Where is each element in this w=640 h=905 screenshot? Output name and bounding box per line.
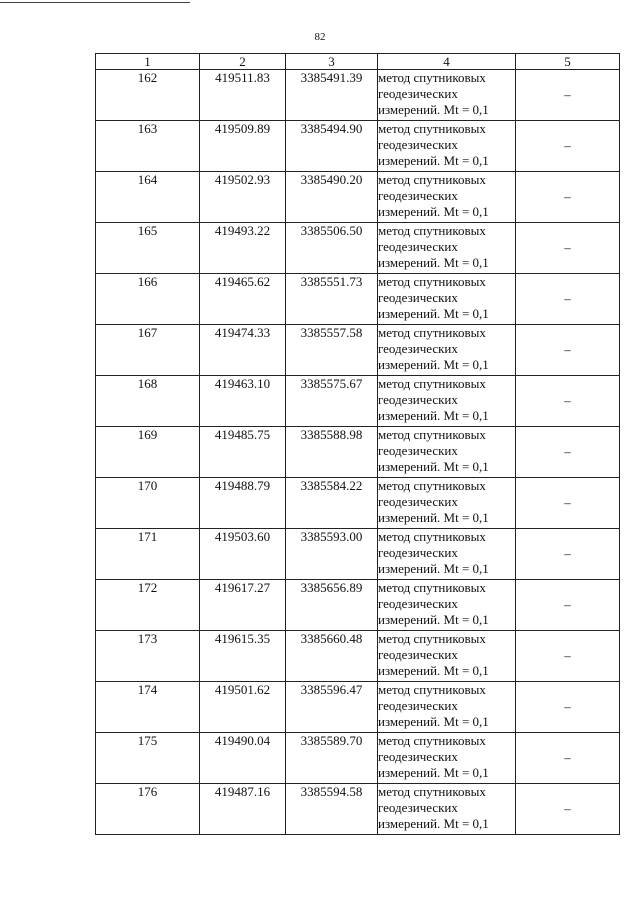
- method-line: геодезических: [378, 137, 458, 152]
- note-cell: –: [516, 733, 620, 784]
- method-cell: [378, 223, 516, 274]
- note-cell: –: [516, 325, 620, 376]
- method-line: метод спутниковых: [378, 70, 486, 85]
- page-number: 82: [314, 31, 326, 43]
- y-coordinate-cell: 3385656.89: [286, 580, 378, 631]
- method-line: измерений. Mt = 0,1: [378, 663, 489, 678]
- method-cell: [378, 325, 516, 376]
- note-cell: –: [516, 274, 620, 325]
- method-line: метод спутниковых: [378, 529, 486, 544]
- note-cell: –: [516, 172, 620, 223]
- method-line: геодезических: [378, 239, 458, 254]
- method-line: метод спутниковых: [378, 223, 486, 238]
- header-col-3: 3: [286, 54, 378, 70]
- point-number-cell: 164: [96, 172, 200, 223]
- method-line: геодезических: [378, 596, 458, 611]
- x-coordinate-cell: 419502.93: [200, 172, 286, 223]
- y-coordinate-cell: 3385551.73: [286, 274, 378, 325]
- point-number-cell: 167: [96, 325, 200, 376]
- method-line: метод спутниковых: [378, 427, 486, 442]
- method-line: геодезических: [378, 392, 458, 407]
- method-cell: [378, 580, 516, 631]
- y-coordinate-cell: 3385660.48: [286, 631, 378, 682]
- y-coordinate-cell: 3385588.98: [286, 427, 378, 478]
- note-cell: –: [516, 376, 620, 427]
- method-cell: [378, 376, 516, 427]
- table-row: [96, 631, 620, 682]
- y-coordinate-cell: 3385575.67: [286, 376, 378, 427]
- table-row: [96, 682, 620, 733]
- table-row: [96, 784, 620, 835]
- x-coordinate-cell: 419511.83: [200, 70, 286, 121]
- method-line: измерений. Mt = 0,1: [378, 357, 489, 372]
- method-cell: [378, 274, 516, 325]
- header-rule: [0, 2, 190, 3]
- y-coordinate-cell: 3385589.70: [286, 733, 378, 784]
- note-cell: –: [516, 121, 620, 172]
- method-line: геодезических: [378, 494, 458, 509]
- method-cell: [378, 682, 516, 733]
- x-coordinate-cell: 419487.16: [200, 784, 286, 835]
- table-row: [96, 172, 620, 223]
- header-col-4: 4: [378, 54, 516, 70]
- method-line: геодезических: [378, 341, 458, 356]
- table-header: [96, 54, 620, 70]
- point-number-cell: 171: [96, 529, 200, 580]
- table-row: [96, 223, 620, 274]
- header-row: [96, 54, 620, 70]
- note-cell: –: [516, 223, 620, 274]
- method-cell: [378, 733, 516, 784]
- y-coordinate-cell: 3385491.39: [286, 70, 378, 121]
- x-coordinate-cell: 419463.10: [200, 376, 286, 427]
- point-number-cell: 175: [96, 733, 200, 784]
- method-line: измерений. Mt = 0,1: [378, 714, 489, 729]
- method-line: метод спутниковых: [378, 784, 486, 799]
- method-line: метод спутниковых: [378, 274, 486, 289]
- method-line: метод спутниковых: [378, 682, 486, 697]
- table-row: [96, 274, 620, 325]
- method-line: геодезических: [378, 800, 458, 815]
- method-line: метод спутниковых: [378, 376, 486, 391]
- method-cell: [378, 478, 516, 529]
- y-coordinate-cell: 3385594.58: [286, 784, 378, 835]
- method-cell: [378, 784, 516, 835]
- method-line: геодезических: [378, 188, 458, 203]
- method-line: измерений. Mt = 0,1: [378, 816, 489, 831]
- table-row: [96, 733, 620, 784]
- method-cell: [378, 172, 516, 223]
- method-line: метод спутниковых: [378, 478, 486, 493]
- point-number-cell: 165: [96, 223, 200, 274]
- table-row: [96, 529, 620, 580]
- method-cell: [378, 121, 516, 172]
- method-line: измерений. Mt = 0,1: [378, 204, 489, 219]
- method-line: метод спутниковых: [378, 580, 486, 595]
- y-coordinate-cell: 3385596.47: [286, 682, 378, 733]
- method-line: геодезических: [378, 698, 458, 713]
- header-col-2: 2: [200, 54, 286, 70]
- x-coordinate-cell: 419474.33: [200, 325, 286, 376]
- method-line: измерений. Mt = 0,1: [378, 459, 489, 474]
- method-line: метод спутниковых: [378, 121, 486, 136]
- method-line: измерений. Mt = 0,1: [378, 306, 489, 321]
- y-coordinate-cell: 3385593.00: [286, 529, 378, 580]
- method-line: измерений. Mt = 0,1: [378, 510, 489, 525]
- method-line: геодезических: [378, 545, 458, 560]
- x-coordinate-cell: 419509.89: [200, 121, 286, 172]
- method-cell: [378, 427, 516, 478]
- table-body: [96, 70, 620, 835]
- method-line: метод спутниковых: [378, 631, 486, 646]
- method-cell: [378, 529, 516, 580]
- method-cell: [378, 631, 516, 682]
- method-line: метод спутниковых: [378, 733, 486, 748]
- method-line: метод спутниковых: [378, 172, 486, 187]
- y-coordinate-cell: 3385506.50: [286, 223, 378, 274]
- x-coordinate-cell: 419488.79: [200, 478, 286, 529]
- y-coordinate-cell: 3385490.20: [286, 172, 378, 223]
- note-cell: –: [516, 427, 620, 478]
- method-line: измерений. Mt = 0,1: [378, 408, 489, 423]
- x-coordinate-cell: 419617.27: [200, 580, 286, 631]
- method-line: измерений. Mt = 0,1: [378, 612, 489, 627]
- x-coordinate-cell: 419615.35: [200, 631, 286, 682]
- x-coordinate-cell: 419503.60: [200, 529, 286, 580]
- table-row: [96, 121, 620, 172]
- point-number-cell: 170: [96, 478, 200, 529]
- method-line: геодезических: [378, 86, 458, 101]
- note-cell: –: [516, 784, 620, 835]
- note-cell: –: [516, 580, 620, 631]
- point-number-cell: 169: [96, 427, 200, 478]
- method-line: измерений. Mt = 0,1: [378, 765, 489, 780]
- point-number-cell: 162: [96, 70, 200, 121]
- header-col-1: 1: [96, 54, 200, 70]
- point-number-cell: 166: [96, 274, 200, 325]
- table-row: [96, 70, 620, 121]
- method-line: геодезических: [378, 290, 458, 305]
- x-coordinate-cell: 419490.04: [200, 733, 286, 784]
- y-coordinate-cell: 3385584.22: [286, 478, 378, 529]
- method-line: геодезических: [378, 749, 458, 764]
- note-cell: –: [516, 478, 620, 529]
- method-line: измерений. Mt = 0,1: [378, 561, 489, 576]
- method-line: измерений. Mt = 0,1: [378, 153, 489, 168]
- method-line: измерений. Mt = 0,1: [378, 102, 489, 117]
- method-line: метод спутниковых: [378, 325, 486, 340]
- note-cell: –: [516, 70, 620, 121]
- table-row: [96, 478, 620, 529]
- point-number-cell: 174: [96, 682, 200, 733]
- x-coordinate-cell: 419501.62: [200, 682, 286, 733]
- method-cell: [378, 70, 516, 121]
- x-coordinate-cell: 419485.75: [200, 427, 286, 478]
- point-number-cell: 176: [96, 784, 200, 835]
- coordinates-table: [95, 53, 620, 835]
- y-coordinate-cell: 3385494.90: [286, 121, 378, 172]
- x-coordinate-cell: 419493.22: [200, 223, 286, 274]
- point-number-cell: 168: [96, 376, 200, 427]
- method-line: геодезических: [378, 443, 458, 458]
- y-coordinate-cell: 3385557.58: [286, 325, 378, 376]
- note-cell: –: [516, 682, 620, 733]
- x-coordinate-cell: 419465.62: [200, 274, 286, 325]
- table-row: [96, 325, 620, 376]
- point-number-cell: 173: [96, 631, 200, 682]
- note-cell: –: [516, 529, 620, 580]
- point-number-cell: 172: [96, 580, 200, 631]
- point-number-cell: 163: [96, 121, 200, 172]
- table-row: [96, 376, 620, 427]
- method-line: измерений. Mt = 0,1: [378, 255, 489, 270]
- note-cell: –: [516, 631, 620, 682]
- table-row: [96, 580, 620, 631]
- header-col-5: 5: [516, 54, 620, 70]
- table-row: [96, 427, 620, 478]
- method-line: геодезических: [378, 647, 458, 662]
